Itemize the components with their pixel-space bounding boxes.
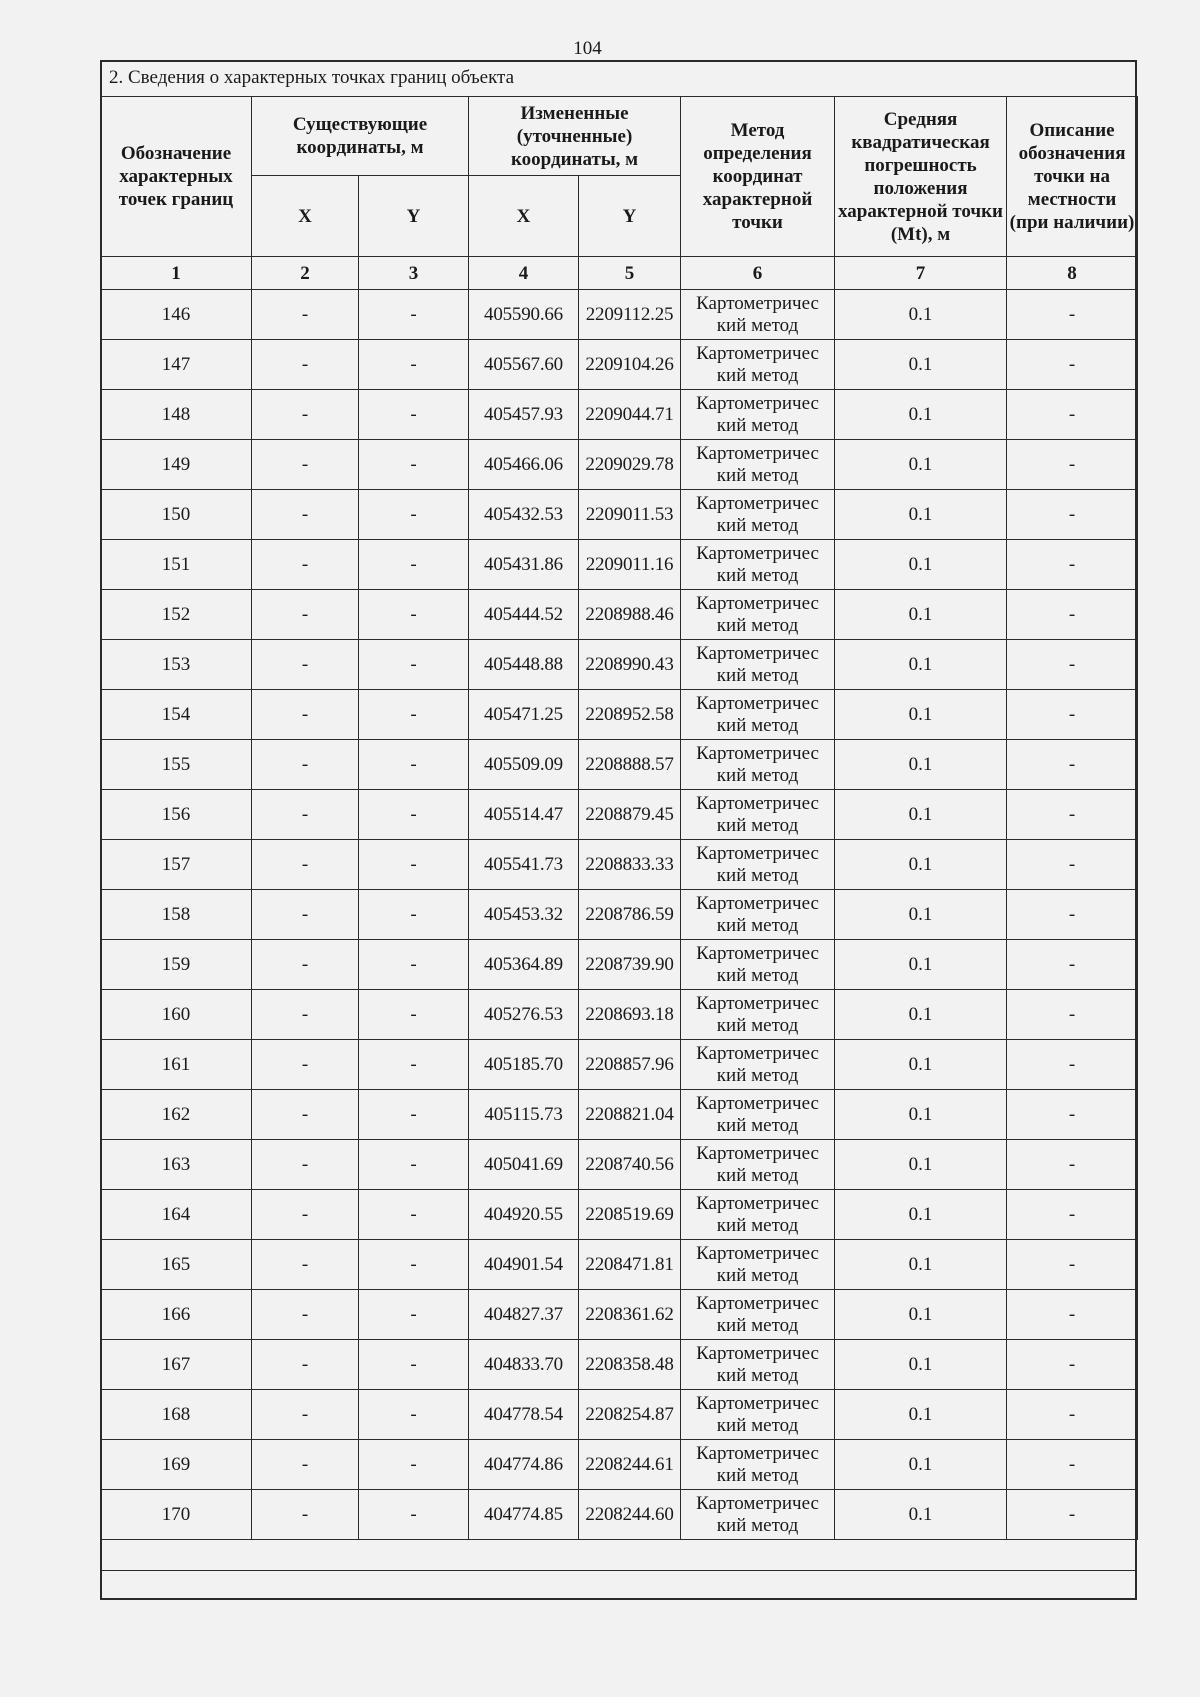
- existing-x-cell: -: [252, 1240, 359, 1290]
- point-number-cell: 160: [101, 990, 252, 1040]
- header-existing-x: X: [252, 176, 359, 257]
- table-row: [101, 790, 1138, 840]
- changed-x-cell: 405509.09: [469, 740, 579, 790]
- method-cell: Картометричес кий метод: [681, 590, 835, 640]
- point-number-cell: 155: [101, 740, 252, 790]
- mean-error-cell: 0.1: [835, 1440, 1007, 1490]
- changed-x-cell: 405453.32: [469, 890, 579, 940]
- point-number-cell: 169: [101, 1440, 252, 1490]
- existing-y-cell: -: [359, 690, 469, 740]
- mean-error-cell: 0.1: [835, 590, 1007, 640]
- changed-x-cell: 404833.70: [469, 1340, 579, 1390]
- mean-error-cell: 0.1: [835, 890, 1007, 940]
- section-title: 2. Сведения о характерных точках границ объекта: [109, 67, 515, 88]
- existing-y-cell: -: [359, 490, 469, 540]
- mean-error-cell: 0.1: [835, 1240, 1007, 1290]
- existing-x-cell: -: [252, 490, 359, 540]
- point-number-cell: 162: [101, 1090, 252, 1140]
- existing-y-cell: -: [359, 640, 469, 690]
- header-existing-coordinates: Существующие координаты, м: [252, 97, 469, 176]
- existing-x-cell: -: [252, 290, 359, 340]
- table-row: [101, 1490, 1138, 1540]
- changed-y-cell: 2208879.45: [579, 790, 681, 840]
- changed-y-cell: 2208358.48: [579, 1340, 681, 1390]
- method-cell: Картометричес кий метод: [681, 1240, 835, 1290]
- method-cell: Картометричес кий метод: [681, 1090, 835, 1140]
- method-cell: Картометричес кий метод: [681, 690, 835, 740]
- method-cell: Картометричес кий метод: [681, 1340, 835, 1390]
- changed-x-cell: 404774.86: [469, 1440, 579, 1490]
- header-mean-error: Средняя квадратическая погрешность положения характерной точки (Mt), м: [835, 97, 1007, 257]
- existing-y-cell: -: [359, 1390, 469, 1440]
- changed-x-cell: 405590.66: [469, 290, 579, 340]
- table-row: [101, 290, 1138, 340]
- description-cell: -: [1007, 640, 1138, 690]
- mean-error-cell: 0.1: [835, 690, 1007, 740]
- existing-x-cell: -: [252, 640, 359, 690]
- method-cell: Картометричес кий метод: [681, 790, 835, 840]
- point-number-cell: 149: [101, 440, 252, 490]
- changed-y-cell: 2208361.62: [579, 1290, 681, 1340]
- column-number: 1: [101, 257, 252, 290]
- existing-x-cell: -: [252, 390, 359, 440]
- changed-x-cell: 404774.85: [469, 1490, 579, 1540]
- existing-y-cell: -: [359, 1140, 469, 1190]
- changed-x-cell: 405276.53: [469, 990, 579, 1040]
- existing-x-cell: -: [252, 540, 359, 590]
- point-number-cell: 157: [101, 840, 252, 890]
- changed-y-cell: 2208519.69: [579, 1190, 681, 1240]
- changed-y-cell: 2208786.59: [579, 890, 681, 940]
- method-cell: Картометричес кий метод: [681, 640, 835, 690]
- description-cell: -: [1007, 1440, 1138, 1490]
- point-number-cell: 159: [101, 940, 252, 990]
- method-cell: Картометричес кий метод: [681, 1040, 835, 1090]
- existing-x-cell: -: [252, 990, 359, 1040]
- existing-y-cell: -: [359, 590, 469, 640]
- existing-y-cell: -: [359, 790, 469, 840]
- changed-y-cell: 2208739.90: [579, 940, 681, 990]
- changed-x-cell: 404920.55: [469, 1190, 579, 1240]
- existing-y-cell: -: [359, 1440, 469, 1490]
- changed-y-cell: 2208821.04: [579, 1090, 681, 1140]
- table-row: [101, 1140, 1138, 1190]
- description-cell: -: [1007, 590, 1138, 640]
- method-cell: Картометричес кий метод: [681, 490, 835, 540]
- existing-x-cell: -: [252, 440, 359, 490]
- method-cell: Картометричес кий метод: [681, 890, 835, 940]
- existing-x-cell: -: [252, 690, 359, 740]
- changed-y-cell: 2208254.87: [579, 1390, 681, 1440]
- changed-y-cell: 2209112.25: [579, 290, 681, 340]
- existing-y-cell: -: [359, 840, 469, 890]
- method-cell: Картометричес кий метод: [681, 740, 835, 790]
- table-row: [101, 1390, 1138, 1440]
- table-row: [101, 640, 1138, 690]
- header-changed-y: Y: [579, 176, 681, 257]
- changed-x-cell: 405444.52: [469, 590, 579, 640]
- changed-x-cell: 405567.60: [469, 340, 579, 390]
- existing-y-cell: -: [359, 940, 469, 990]
- column-number: 3: [359, 257, 469, 290]
- table-row: [101, 440, 1138, 490]
- point-number-cell: 156: [101, 790, 252, 840]
- description-cell: -: [1007, 790, 1138, 840]
- table-row: [101, 1040, 1138, 1090]
- existing-y-cell: -: [359, 1240, 469, 1290]
- mean-error-cell: 0.1: [835, 1040, 1007, 1090]
- table-row: [101, 590, 1138, 640]
- point-number-cell: 147: [101, 340, 252, 390]
- method-cell: Картометричес кий метод: [681, 340, 835, 390]
- table-row: [101, 890, 1138, 940]
- point-number-cell: 163: [101, 1140, 252, 1190]
- existing-x-cell: -: [252, 1090, 359, 1140]
- header-description: Описание обозначения точки на местности (при наличии): [1007, 97, 1138, 257]
- page-number: 104: [573, 38, 602, 59]
- changed-y-cell: 2208244.60: [579, 1490, 681, 1540]
- changed-x-cell: 405471.25: [469, 690, 579, 740]
- mean-error-cell: 0.1: [835, 740, 1007, 790]
- mean-error-cell: 0.1: [835, 1490, 1007, 1540]
- point-number-cell: 150: [101, 490, 252, 540]
- changed-y-cell: 2208857.96: [579, 1040, 681, 1090]
- existing-x-cell: -: [252, 1290, 359, 1340]
- existing-x-cell: -: [252, 740, 359, 790]
- description-cell: -: [1007, 1290, 1138, 1340]
- changed-x-cell: 405364.89: [469, 940, 579, 990]
- mean-error-cell: 0.1: [835, 840, 1007, 890]
- point-number-cell: 146: [101, 290, 252, 340]
- method-cell: Картометричес кий метод: [681, 440, 835, 490]
- point-number-cell: 167: [101, 1340, 252, 1390]
- table-row: [101, 990, 1138, 1040]
- mean-error-cell: 0.1: [835, 390, 1007, 440]
- mean-error-cell: 0.1: [835, 1140, 1007, 1190]
- description-cell: -: [1007, 890, 1138, 940]
- point-number-cell: 165: [101, 1240, 252, 1290]
- method-cell: Картометричес кий метод: [681, 1190, 835, 1240]
- method-cell: Картометричес кий метод: [681, 1490, 835, 1540]
- changed-y-cell: 2208833.33: [579, 840, 681, 890]
- point-number-cell: 166: [101, 1290, 252, 1340]
- mean-error-cell: 0.1: [835, 540, 1007, 590]
- description-cell: -: [1007, 540, 1138, 590]
- changed-x-cell: 405514.47: [469, 790, 579, 840]
- changed-y-cell: 2208988.46: [579, 590, 681, 640]
- mean-error-cell: 0.1: [835, 490, 1007, 540]
- existing-x-cell: -: [252, 590, 359, 640]
- table-row: [101, 1340, 1138, 1390]
- changed-y-cell: 2208244.61: [579, 1440, 681, 1490]
- changed-x-cell: 405448.88: [469, 640, 579, 690]
- table-row: [101, 740, 1138, 790]
- description-cell: -: [1007, 440, 1138, 490]
- changed-x-cell: 404778.54: [469, 1390, 579, 1440]
- method-cell: Картометричес кий метод: [681, 1440, 835, 1490]
- mean-error-cell: 0.1: [835, 1390, 1007, 1440]
- mean-error-cell: 0.1: [835, 1340, 1007, 1390]
- existing-y-cell: -: [359, 1040, 469, 1090]
- changed-y-cell: 2208990.43: [579, 640, 681, 690]
- description-cell: -: [1007, 1240, 1138, 1290]
- table-row: [101, 1240, 1138, 1290]
- table-bottom-line: [102, 1570, 1135, 1571]
- table-row: [101, 840, 1138, 890]
- method-cell: Картометричес кий метод: [681, 990, 835, 1040]
- description-cell: -: [1007, 340, 1138, 390]
- changed-y-cell: 2209029.78: [579, 440, 681, 490]
- changed-y-cell: 2208740.56: [579, 1140, 681, 1190]
- changed-y-cell: 2209011.53: [579, 490, 681, 540]
- changed-x-cell: 405431.86: [469, 540, 579, 590]
- method-cell: Картометричес кий метод: [681, 1140, 835, 1190]
- existing-y-cell: -: [359, 440, 469, 490]
- existing-x-cell: -: [252, 1140, 359, 1190]
- description-cell: -: [1007, 990, 1138, 1040]
- changed-y-cell: 2209044.71: [579, 390, 681, 440]
- column-number: 8: [1007, 257, 1138, 290]
- changed-x-cell: 405185.70: [469, 1040, 579, 1090]
- mean-error-cell: 0.1: [835, 1090, 1007, 1140]
- table-row: [101, 390, 1138, 440]
- column-number: 2: [252, 257, 359, 290]
- existing-x-cell: -: [252, 1390, 359, 1440]
- existing-y-cell: -: [359, 1090, 469, 1140]
- table-row: [101, 1290, 1138, 1340]
- column-number: 4: [469, 257, 579, 290]
- existing-x-cell: -: [252, 1340, 359, 1390]
- method-cell: Картометричес кий метод: [681, 390, 835, 440]
- changed-y-cell: 2208693.18: [579, 990, 681, 1040]
- description-cell: -: [1007, 1490, 1138, 1540]
- table-row: [101, 1190, 1138, 1240]
- existing-y-cell: -: [359, 1340, 469, 1390]
- existing-y-cell: -: [359, 390, 469, 440]
- table-row: [101, 1440, 1138, 1490]
- point-number-cell: 164: [101, 1190, 252, 1240]
- mean-error-cell: 0.1: [835, 640, 1007, 690]
- existing-x-cell: -: [252, 1190, 359, 1240]
- changed-x-cell: 405115.73: [469, 1090, 579, 1140]
- changed-y-cell: 2208952.58: [579, 690, 681, 740]
- existing-y-cell: -: [359, 1490, 469, 1540]
- table-row: [101, 540, 1138, 590]
- existing-y-cell: -: [359, 890, 469, 940]
- existing-x-cell: -: [252, 1040, 359, 1090]
- method-cell: Картометричес кий метод: [681, 290, 835, 340]
- existing-y-cell: -: [359, 540, 469, 590]
- existing-x-cell: -: [252, 1490, 359, 1540]
- header-changed-x: X: [469, 176, 579, 257]
- description-cell: -: [1007, 1140, 1138, 1190]
- description-cell: -: [1007, 1090, 1138, 1140]
- header-point-designation: Обозначение характерных точек границ: [101, 97, 252, 257]
- table-row: [101, 690, 1138, 740]
- document-frame: [100, 60, 1137, 1600]
- description-cell: -: [1007, 1390, 1138, 1440]
- existing-y-cell: -: [359, 1290, 469, 1340]
- point-number-cell: 151: [101, 540, 252, 590]
- description-cell: -: [1007, 1340, 1138, 1390]
- changed-x-cell: 405457.93: [469, 390, 579, 440]
- existing-y-cell: -: [359, 340, 469, 390]
- description-cell: -: [1007, 1190, 1138, 1240]
- mean-error-cell: 0.1: [835, 790, 1007, 840]
- existing-x-cell: -: [252, 790, 359, 840]
- changed-x-cell: 405041.69: [469, 1140, 579, 1190]
- mean-error-cell: 0.1: [835, 990, 1007, 1040]
- method-cell: Картометричес кий метод: [681, 1290, 835, 1340]
- table-row: [101, 340, 1138, 390]
- existing-y-cell: -: [359, 990, 469, 1040]
- description-cell: -: [1007, 740, 1138, 790]
- point-number-cell: 161: [101, 1040, 252, 1090]
- existing-y-cell: -: [359, 1190, 469, 1240]
- point-number-cell: 168: [101, 1390, 252, 1440]
- changed-y-cell: 2208471.81: [579, 1240, 681, 1290]
- description-cell: -: [1007, 490, 1138, 540]
- description-cell: -: [1007, 690, 1138, 740]
- mean-error-cell: 0.1: [835, 340, 1007, 390]
- method-cell: Картометричес кий метод: [681, 940, 835, 990]
- existing-x-cell: -: [252, 340, 359, 390]
- mean-error-cell: 0.1: [835, 940, 1007, 990]
- column-number: 7: [835, 257, 1007, 290]
- existing-y-cell: -: [359, 290, 469, 340]
- changed-x-cell: 404827.37: [469, 1290, 579, 1340]
- point-number-cell: 148: [101, 390, 252, 440]
- point-number-cell: 152: [101, 590, 252, 640]
- description-cell: -: [1007, 840, 1138, 890]
- description-cell: -: [1007, 1040, 1138, 1090]
- point-number-cell: 153: [101, 640, 252, 690]
- method-cell: Картометричес кий метод: [681, 1390, 835, 1440]
- column-number: 5: [579, 257, 681, 290]
- mean-error-cell: 0.1: [835, 290, 1007, 340]
- existing-y-cell: -: [359, 740, 469, 790]
- point-number-cell: 170: [101, 1490, 252, 1540]
- description-cell: -: [1007, 290, 1138, 340]
- mean-error-cell: 0.1: [835, 1190, 1007, 1240]
- description-cell: -: [1007, 940, 1138, 990]
- table-row: [101, 1090, 1138, 1140]
- method-cell: Картометричес кий метод: [681, 540, 835, 590]
- table-row: [101, 490, 1138, 540]
- description-cell: -: [1007, 390, 1138, 440]
- header-changed-coordinates: Измененные (уточненные) координаты, м: [469, 97, 681, 176]
- method-cell: Картометричес кий метод: [681, 840, 835, 890]
- column-number: 6: [681, 257, 835, 290]
- changed-y-cell: 2209104.26: [579, 340, 681, 390]
- existing-x-cell: -: [252, 1440, 359, 1490]
- table-row: [101, 940, 1138, 990]
- changed-y-cell: 2209011.16: [579, 540, 681, 590]
- changed-x-cell: 405541.73: [469, 840, 579, 890]
- existing-x-cell: -: [252, 840, 359, 890]
- existing-x-cell: -: [252, 890, 359, 940]
- mean-error-cell: 0.1: [835, 440, 1007, 490]
- point-number-cell: 154: [101, 690, 252, 740]
- header-method: Метод определения координат характерной точки: [681, 97, 835, 257]
- mean-error-cell: 0.1: [835, 1290, 1007, 1340]
- boundary-points-table: [100, 96, 1138, 1540]
- changed-x-cell: 404901.54: [469, 1240, 579, 1290]
- changed-x-cell: 405466.06: [469, 440, 579, 490]
- existing-x-cell: -: [252, 940, 359, 990]
- changed-y-cell: 2208888.57: [579, 740, 681, 790]
- header-existing-y: Y: [359, 176, 469, 257]
- point-number-cell: 158: [101, 890, 252, 940]
- changed-x-cell: 405432.53: [469, 490, 579, 540]
